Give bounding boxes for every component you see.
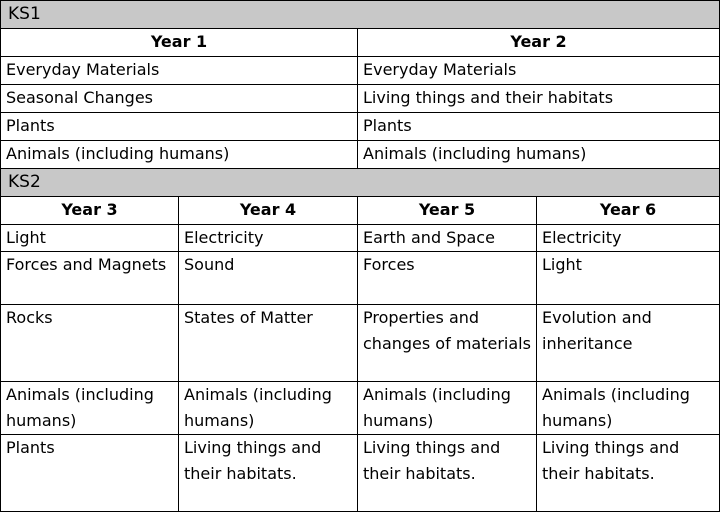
table-cell: Everyday Materials (358, 57, 720, 85)
table-row (1, 141, 720, 169)
table-cell: Animals (including humans) (1, 382, 179, 435)
ks1-stage-label: KS1 (1, 1, 720, 29)
table-cell: Animals (including humans) (1, 141, 358, 169)
table-cell: Properties and changes of materials (358, 305, 537, 382)
ks2-stage-row (1, 169, 720, 197)
table-cell: Plants (1, 113, 358, 141)
table-row (1, 225, 720, 252)
ks1-year-header: Year 2 (358, 29, 720, 57)
ks2-year-header: Year 6 (537, 197, 720, 225)
table-cell: Animals (including humans) (358, 141, 720, 169)
table-cell: Plants (358, 113, 720, 141)
ks2-year-header-row (1, 197, 720, 225)
table-cell: Animals (including humans) (358, 382, 537, 435)
table-row (1, 382, 720, 435)
table-cell: Seasonal Changes (1, 85, 358, 113)
table-cell: Light (537, 252, 720, 305)
table-row (1, 252, 720, 305)
ks2-stage-label: KS2 (1, 169, 720, 197)
ks1-year-header: Year 1 (1, 29, 358, 57)
ks2-year-header: Year 5 (358, 197, 537, 225)
table-row (1, 435, 720, 512)
table-cell: Everyday Materials (1, 57, 358, 85)
table-cell: Living things and their habitats. (358, 435, 537, 512)
table-cell: Living things and their habitats. (179, 435, 358, 512)
table-cell: Light (1, 225, 179, 252)
ks2-year-header: Year 3 (1, 197, 179, 225)
table-cell: Living things and their habitats (358, 85, 720, 113)
table-cell: Sound (179, 252, 358, 305)
table-row (1, 57, 720, 85)
ks1-stage-row (1, 1, 720, 29)
table-cell: Animals (including humans) (179, 382, 358, 435)
table-cell: Animals (including humans) (537, 382, 720, 435)
table-cell: States of Matter (179, 305, 358, 382)
table-cell: Earth and Space (358, 225, 537, 252)
table-cell: Forces and Magnets (1, 252, 179, 305)
table-cell: Living things and their habitats. (537, 435, 720, 512)
table-row (1, 113, 720, 141)
ks2-year-header: Year 4 (179, 197, 358, 225)
table-row (1, 85, 720, 113)
ks1-year-header-row (1, 29, 720, 57)
table-cell: Forces (358, 252, 537, 305)
table-cell: Evolution and inheritance (537, 305, 720, 382)
table-cell: Electricity (537, 225, 720, 252)
table-cell: Rocks (1, 305, 179, 382)
table-row (1, 305, 720, 382)
table-cell: Electricity (179, 225, 358, 252)
table-cell: Plants (1, 435, 179, 512)
